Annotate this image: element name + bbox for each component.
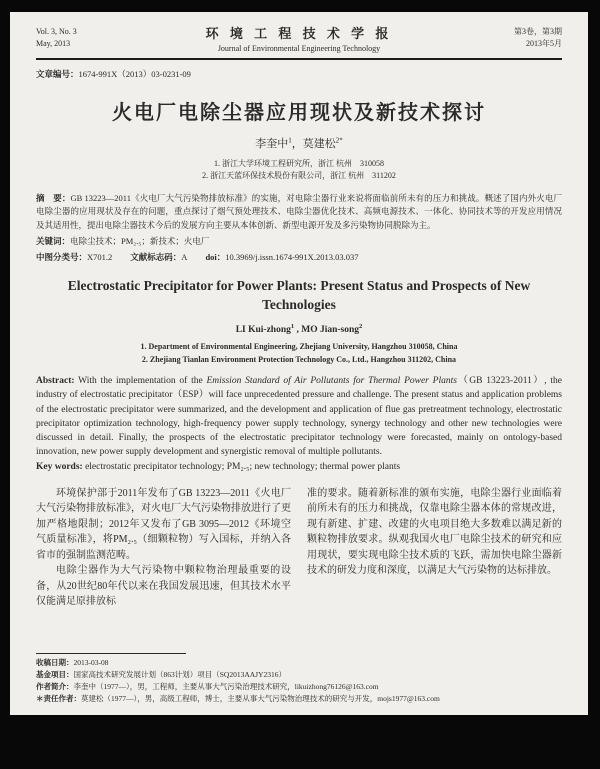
author-2-en: MO Jian-song <box>301 325 360 336</box>
article-number-label: 文章编号： <box>36 68 79 79</box>
document-code-label: 文献标志码： <box>130 252 182 263</box>
corresponding-author-value: 莫建松（1977—），男，高级工程师，博士，主要从事大气污染物治理技术的研究与开发，mojs1977@163.com <box>81 694 440 703</box>
author-2-cn: 莫建松 <box>302 137 336 150</box>
doi-value: 10.3969/j.issn.1674-991X.2013.03.037 <box>225 252 359 263</box>
body-column-right <box>307 486 562 610</box>
header-left <box>36 26 156 50</box>
corresponding-author-label: ＊责任作者： <box>36 694 81 703</box>
keywords-en-text: electrostatic precipitator technology; PM₂.₅; new technology; thermal power plants <box>85 461 401 472</box>
header-divider <box>36 58 562 60</box>
body-paragraph: 电除尘器作为大气污染物中颗粒物治理最重要的设备，从20世纪80年代以来在我国发展迅速，但其技术水平仅能满足原排放标 <box>36 565 291 608</box>
doi <box>205 251 358 263</box>
author-2-affil-mark: 2* <box>335 135 343 144</box>
received-date-value: 2013-03-08 <box>73 658 109 667</box>
keywords-cn <box>36 235 562 249</box>
document-code-value: A <box>181 252 188 263</box>
clc-number <box>36 251 112 263</box>
abstract-cn-label: 摘 要： <box>36 193 71 204</box>
abstract-en-label: Abstract: <box>36 376 75 387</box>
abstract-en-pre: With the implementation of the <box>78 376 207 387</box>
abstract-en <box>36 374 562 460</box>
affiliation-1-en: 1. Department of Environmental Engineering, Zhejiang University, Hangzhou 310058, China <box>140 342 458 352</box>
clc-label: 中图分类号： <box>36 252 88 263</box>
footnotes <box>36 653 562 705</box>
affiliations-en <box>36 341 562 366</box>
keywords-en-label: Key words: <box>36 461 83 472</box>
header-right <box>442 26 562 50</box>
footnote-divider <box>36 653 186 654</box>
article-number <box>36 68 562 80</box>
paper-page <box>10 12 588 715</box>
volume-cn: 第3卷，第3期 <box>514 27 562 36</box>
affiliations-cn <box>36 158 562 184</box>
keywords-cn-label: 关键词： <box>36 235 71 246</box>
author-en-separator: , <box>294 325 302 336</box>
author-bio-label: 作者简介： <box>36 682 74 691</box>
affiliation-2-cn: 2. 浙江天蓝环保技术股份有限公司，浙江 杭州 311202 <box>202 171 396 181</box>
clc-line <box>36 251 562 263</box>
author-1-cn: 李奎中 <box>255 137 289 150</box>
funding-note <box>36 669 562 681</box>
corresponding-author-note <box>36 693 562 705</box>
author-separator: ， <box>291 137 303 150</box>
keywords-en <box>36 462 562 472</box>
date-en: May, 2013 <box>36 39 71 48</box>
author-2-en-affil-mark: 2 <box>359 323 363 331</box>
received-date-label: 收稿日期： <box>36 658 74 667</box>
article-number-value: 1674-991X（2013）03-0231-09 <box>78 68 191 79</box>
journal-header <box>36 26 562 53</box>
author-1-en-affil-mark: 1 <box>290 323 295 331</box>
authors-en <box>36 323 562 335</box>
authors-cn <box>36 135 562 151</box>
abstract-cn <box>36 192 562 232</box>
clc-value: X701.2 <box>87 252 113 263</box>
body-columns <box>36 486 562 610</box>
funding-label: 基金项目： <box>36 670 74 679</box>
document-code <box>130 251 187 263</box>
doi-label: doi： <box>205 252 226 263</box>
keywords-cn-text: 电除尘技术；PM₂.₅；新技术；火电厂 <box>70 235 210 246</box>
paper-title-en: Electrostatic Precipitator for Power Plants: Present Status and Prospects of New Technologies <box>67 278 531 313</box>
author-bio-note <box>36 681 562 693</box>
abstract-cn-text: GB 13223—2011《火电厂大气污染物排放标准》的实施，对电除尘器行业来说将面临前所未有的压力和挑战。概述了国内外火电厂电除尘器的应用现状及存在的问题，重点探讨了烟气预处理技术、电除尘器优化技术、高频电源技术、一体化、协同技术等的开发应用情况及其适用性，提出电除尘器技术今后的发展方向主要从本体创新、新型电源开发及多污染物协同脱除为主。 <box>36 193 562 230</box>
body-paragraph: 环境保护部于2011年发布了GB 13223—2011《火电厂大气污染物排放标准》，对火电厂大气污染物排放进行了更加严格地限制；2012年又发布了GB 3095—2012《环境空气质量标准》，将PM₂.₅（细颗粒物）写入国标，并纳入各省市的强制监测范畴。 <box>36 487 291 561</box>
affiliation-1-cn: 1. 浙江大学环境工程研究所，浙江 杭州 310058 <box>214 158 384 168</box>
received-date <box>36 657 562 669</box>
author-1-affil-mark: 1 <box>288 135 292 144</box>
affiliation-2-en: 2. Zhejiang Tianlan Environment Protection Technology Co., Ltd., Hangzhou 311202, China <box>141 354 457 364</box>
body-paragraph: 准的要求。随着新标准的颁布实施，电除尘器行业面临着前所未有的压力和挑战，仅靠电除尘器本体的常规改进，现有新建、扩建、改建的火电项目绝大多数难以满足新的颗粒物排放要求。纵观我国火电厂电除尘技术的研究和应用现状，要实现电除尘技术质的飞跃，需加快电除尘器新技术的研发力度和深度，以满足大气污染物的达标排放。 <box>307 487 562 577</box>
funding-value: 国家高技术研究发展计划（863计划）项目（SQ2013AAJY2316） <box>73 670 287 679</box>
author-1-en: LI Kui-zhong <box>235 325 291 336</box>
journal-title-en: Journal of Environmental Engineering Technology <box>217 43 381 53</box>
header-center <box>156 26 442 53</box>
abstract-en-post: （GB 13223-2011）, the industry of electrostatic precipitator（ESP）will face unprecedented pressure and challenge. The present status and application problems of the electrostatic precipitator were summarized, and the development and application of flue gas pretreatment technology, electrostatic precipitator optimization technology, high-frequency power supply technology, synergy technology and other new technologies were discussed in detail. Finally, the prospects of the electrostatic precipitator technology were forecasted, mainly on ontology-based innovation, new power supply development and synergistic removal of multiple pollutants. <box>36 376 562 458</box>
volume-en: Vol. 3, No. 3 <box>36 27 77 36</box>
abstract-en-standard-name: Emission Standard of Air Pollutants for Thermal Power Plants <box>206 376 457 387</box>
paper-title-cn: 火电厂电除尘器应用现状及新技术探讨 <box>112 101 486 124</box>
author-bio-value: 李奎中（1977—），男，工程师，主要从事大气污染治理技术研究，likuizhong76126@163.com <box>73 682 379 691</box>
body-column-left <box>36 486 291 610</box>
journal-title-cn: 环 境 工 程 技 术 学 报 <box>205 26 393 41</box>
date-cn: 2013年5月 <box>526 39 562 48</box>
